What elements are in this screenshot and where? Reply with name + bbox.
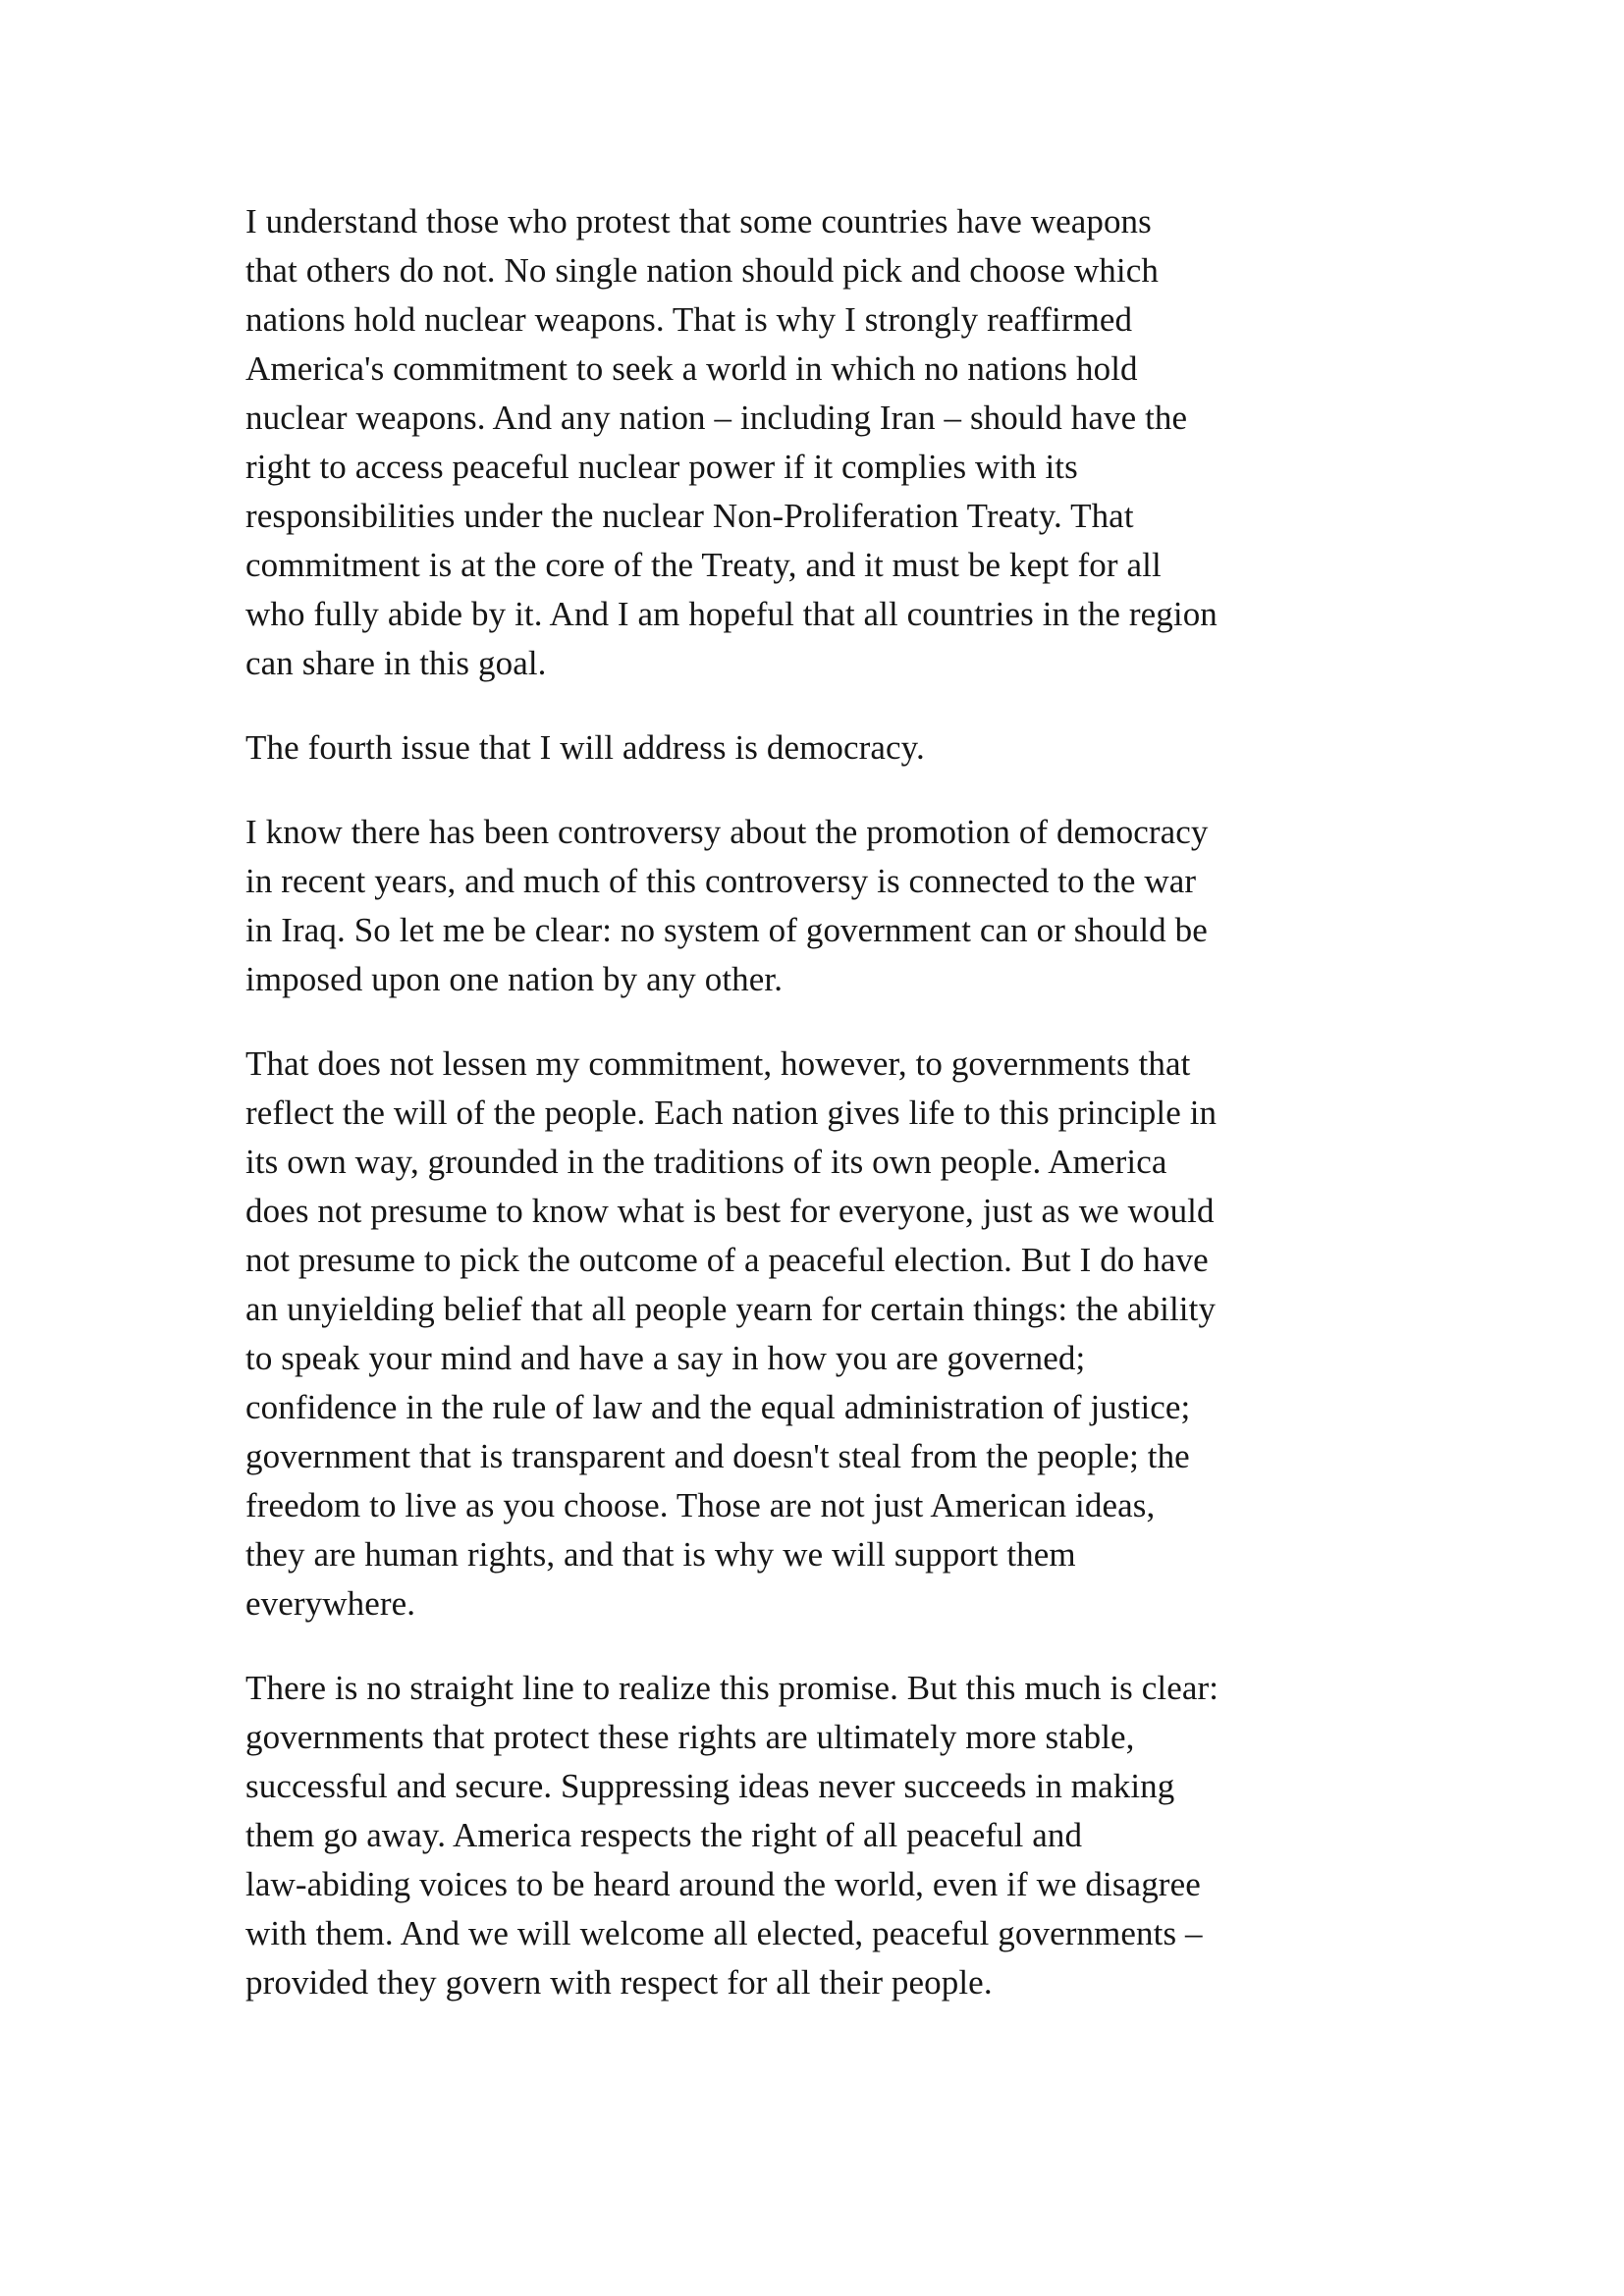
text-line: commitment is at the core of the Treaty, and it must be kept for all <box>245 546 1162 584</box>
document-text <box>245 197 1404 2007</box>
text-line: nations hold nuclear weapons. That is why I strongly reaffirmed <box>245 300 1133 339</box>
paragraph <box>245 723 1404 773</box>
text-line: nuclear weapons. And any nation – including Iran – should have the <box>245 399 1188 437</box>
text-line: that others do not. No single nation should pick and choose which <box>245 251 1159 290</box>
text-line: with them. And we will welcome all elected, peaceful governments – <box>245 1914 1203 1952</box>
text-line: That does not lessen my commitment, however, to governments that <box>245 1044 1191 1083</box>
text-line: The fourth issue that I will address is democracy. <box>245 728 925 767</box>
text-line: America's commitment to seek a world in which no nations hold <box>245 349 1138 388</box>
text-line: can share in this goal. <box>245 644 547 682</box>
text-line: reflect the will of the people. Each nation gives life to this principle in <box>245 1094 1218 1132</box>
text-line: successful and secure. Suppressing ideas never succeeds in making <box>245 1767 1175 1805</box>
text-line: I understand those who protest that some countries have weapons <box>245 202 1152 240</box>
text-line: provided they govern with respect for all their people. <box>245 1963 993 2002</box>
text-line: confidence in the rule of law and the equal administration of justice; <box>245 1388 1191 1426</box>
text-line: right to access peaceful nuclear power if it complies with its <box>245 448 1078 486</box>
paragraph <box>245 808 1404 1004</box>
text-line: I know there has been controversy about the promotion of democracy <box>245 813 1209 851</box>
text-line: government that is transparent and doesn't steal from the people; the <box>245 1437 1190 1475</box>
text-line: imposed upon one nation by any other. <box>245 960 784 998</box>
text-line: everywhere. <box>245 1584 416 1623</box>
text-line: they are human rights, and that is why we will support them <box>245 1535 1076 1574</box>
paragraph <box>245 1664 1404 2007</box>
text-line: law-abiding voices to be heard around the world, even if we disagree <box>245 1865 1201 1903</box>
text-line: freedom to live as you choose. Those are not just American ideas, <box>245 1486 1156 1524</box>
paragraph <box>245 1040 1404 1629</box>
paragraph <box>245 197 1404 688</box>
text-line: to speak your mind and have a say in how you are governed; <box>245 1339 1086 1377</box>
text-line: who fully abide by it. And I am hopeful that all countries in the region <box>245 595 1218 633</box>
text-line: an unyielding belief that all people yearn for certain things: the ability <box>245 1290 1217 1328</box>
text-line: in Iraq. So let me be clear: no system of government can or should be <box>245 911 1208 949</box>
text-line: its own way, grounded in the traditions of its own people. America <box>245 1143 1167 1181</box>
text-line: responsibilities under the nuclear Non-Proliferation Treaty. That <box>245 497 1134 535</box>
text-line: them go away. America respects the right of all peaceful and <box>245 1816 1083 1854</box>
text-line: There is no straight line to realize this promise. But this much is clear: <box>245 1669 1219 1707</box>
text-line: not presume to pick the outcome of a peaceful election. But I do have <box>245 1241 1209 1279</box>
text-line: in recent years, and much of this controversy is connected to the war <box>245 862 1197 900</box>
text-line: does not presume to know what is best for everyone, just as we would <box>245 1192 1215 1230</box>
text-line: governments that protect these rights are ultimately more stable, <box>245 1718 1135 1756</box>
